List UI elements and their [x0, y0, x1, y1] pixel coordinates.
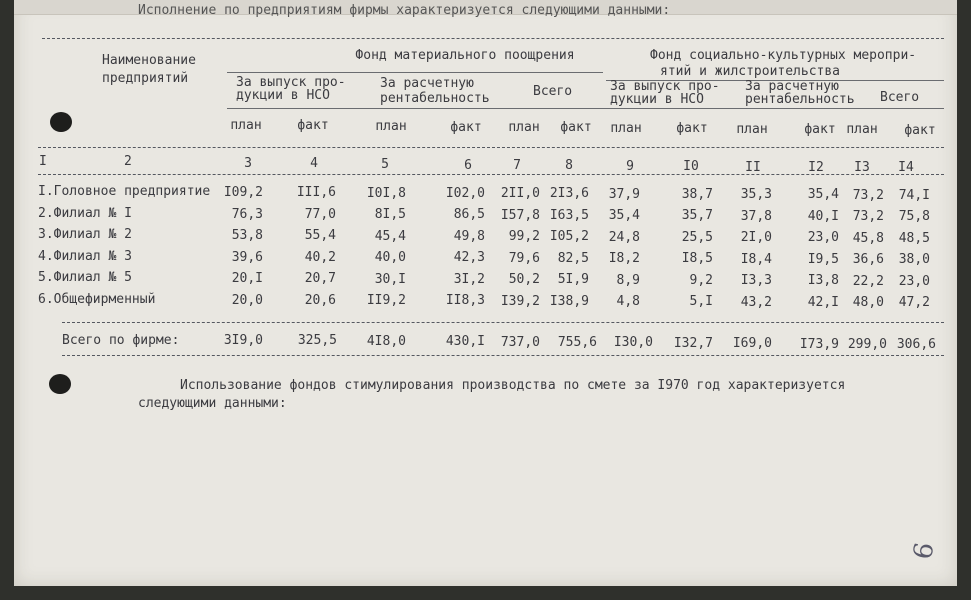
- punch-hole-bottom: [49, 374, 71, 394]
- label-plan-c7: план: [508, 120, 540, 135]
- table-cell: 22,2: [852, 273, 884, 289]
- total-cell: 430,I: [445, 334, 485, 350]
- colnum-bottom-rule: [38, 174, 944, 175]
- table-top-rule: [42, 38, 944, 39]
- col-num-8: 8: [565, 158, 573, 173]
- table-cell: 2I,0: [740, 230, 772, 245]
- col-num-3: 3: [244, 156, 252, 171]
- table-cell: 35,4: [807, 187, 839, 203]
- table-cell: I8,4: [740, 251, 772, 267]
- table-cell: 42,I: [807, 294, 839, 310]
- label-fact-c6: факт: [450, 120, 482, 135]
- table-cell: 5,I: [689, 294, 713, 310]
- total-cell: 325,5: [297, 333, 337, 349]
- table-cell: 35,3: [740, 187, 772, 202]
- col-num-14: I4: [898, 160, 914, 175]
- table-cell: 77,0: [304, 206, 336, 222]
- paragraph-line-2: следующими данными:: [138, 396, 287, 411]
- table-cell: 38,7: [681, 186, 713, 202]
- table-cell: I38,9: [549, 293, 589, 309]
- row-name: I.Головное предприятие: [38, 184, 211, 199]
- total-cell: I69,0: [732, 336, 772, 352]
- header-sub-output-1: За выпуск про- дукции в НСО: [236, 75, 346, 103]
- label-fact-c10: факт: [676, 121, 708, 136]
- table-cell: 30,I: [374, 271, 406, 287]
- total-bottom-rule: [62, 355, 944, 356]
- total-cell: 306,6: [896, 337, 936, 353]
- header-sub-total-2: Всего: [880, 90, 920, 105]
- table-cell: 55,4: [304, 228, 336, 244]
- row-name: 4.Филиал № 3: [38, 248, 132, 264]
- top-text: Исполнение по предприятиям фирмы характеризуется следующими данными:: [138, 3, 671, 18]
- col-num-7: 7: [513, 158, 521, 173]
- label-fact-c4: факт: [297, 118, 329, 133]
- table-cell: 40,I: [807, 208, 839, 224]
- table-cell: 73,2: [852, 187, 884, 203]
- table-cell: 47,2: [898, 295, 930, 311]
- table-cell: 75,8: [898, 209, 930, 225]
- table-cell: 20,7: [304, 271, 336, 287]
- label-fact-c12: факт: [804, 122, 836, 137]
- table-cell: 2I3,6: [549, 186, 589, 202]
- paragraph-line-1: Использование фондов стимулирования производства по смете за I970 год характеризуется: [180, 378, 846, 393]
- col-num-12: I2: [808, 160, 824, 175]
- col-num-6: 6: [464, 158, 472, 173]
- table-cell: 23,0: [807, 230, 839, 246]
- table-cell: 48,5: [898, 230, 930, 246]
- table-cell: I09,2: [223, 185, 263, 200]
- table-cell: 42,3: [453, 250, 485, 266]
- document-page: [14, 0, 957, 586]
- header-group-material: Фонд материального поощрения: [355, 48, 575, 63]
- table-cell: I0I,8: [366, 185, 406, 201]
- table-cell: 37,9: [608, 186, 640, 202]
- table-cell: 45,4: [374, 228, 406, 244]
- table-cell: 37,8: [740, 208, 772, 224]
- table-cell: 40,2: [304, 249, 336, 265]
- total-top-rule: [62, 322, 944, 323]
- table-cell: 53,8: [231, 228, 263, 243]
- table-cell: 36,6: [852, 252, 884, 267]
- table-cell: 82,5: [557, 250, 589, 266]
- header-sub-profit-1: За расчетную рентабельность: [380, 76, 490, 106]
- table-cell: 50,2: [508, 272, 540, 287]
- row-name: 6.Общефирменный: [38, 291, 156, 307]
- total-cell: 737,0: [500, 334, 540, 350]
- label-plan-c3: план: [230, 118, 262, 133]
- col-num-2: 2: [124, 154, 132, 169]
- table-cell: 79,6: [508, 250, 540, 266]
- header-sub-output-2: За выпуск про- дукции в НСО: [610, 79, 720, 107]
- table-cell: 23,0: [898, 273, 930, 289]
- total-label: Всего по фирме:: [62, 333, 180, 348]
- table-cell: 45,8: [852, 230, 884, 246]
- header-name-col: Наименование предприятий: [102, 53, 196, 86]
- table-cell: 48,0: [852, 295, 884, 310]
- table-cell: 20,6: [304, 292, 336, 308]
- table-cell: 73,2: [852, 209, 884, 224]
- total-cell: 755,6: [557, 335, 597, 350]
- header-sub-total-1: Всего: [533, 84, 573, 99]
- total-cell: I73,9: [799, 336, 839, 352]
- table-cell: I57,8: [500, 207, 540, 223]
- table-cell: 99,2: [508, 229, 540, 244]
- col-num-1: I: [39, 154, 47, 169]
- header-group-social-1: Фонд социально-культурных меропри-: [650, 48, 917, 63]
- table-cell: I8,5: [681, 251, 713, 267]
- table-cell: 35,4: [608, 208, 640, 223]
- label-plan-c9: план: [610, 121, 642, 136]
- label-fact-c8: факт: [560, 120, 592, 135]
- label-plan-c5: план: [375, 119, 407, 134]
- label-plan-c13: план: [846, 122, 878, 137]
- table-cell: 86,5: [453, 207, 485, 223]
- table-cell: 43,2: [740, 294, 772, 310]
- table-cell: I05,2: [549, 229, 589, 245]
- table-cell: III,6: [296, 185, 336, 201]
- table-cell: I39,2: [500, 293, 540, 309]
- table-cell: 5I,9: [557, 272, 589, 288]
- label-plan-c11: план: [736, 122, 768, 137]
- label-fact-c14: факт: [904, 123, 936, 138]
- punch-hole-top: [50, 112, 72, 132]
- col-num-11: II: [745, 160, 761, 175]
- table-cell: II8,3: [445, 293, 485, 309]
- total-cell: 299,0: [847, 337, 887, 352]
- col-num-9: 9: [626, 159, 634, 174]
- table-cell: 40,0: [374, 250, 406, 265]
- header-sub-rule: [227, 108, 944, 109]
- header-sub-profit-2: За расчетную рентабельность: [745, 79, 855, 107]
- row-name: 3.Филиал № 2: [38, 227, 132, 242]
- table-cell: 2II,0: [500, 186, 540, 201]
- table-cell: 20,0: [231, 292, 263, 308]
- table-cell: I3,8: [807, 273, 839, 289]
- table-cell: 74,I: [898, 187, 930, 203]
- total-cell: 4I8,0: [366, 333, 406, 349]
- total-cell: 3I9,0: [223, 333, 263, 348]
- table-cell: 39,6: [231, 249, 263, 265]
- table-cell: I9,5: [807, 251, 839, 267]
- header-group-social-2: ятий и жилстроительства: [660, 64, 841, 79]
- table-cell: I63,5: [549, 207, 589, 223]
- header-group-rule-1: [227, 72, 603, 73]
- table-cell: 24,8: [608, 229, 640, 245]
- table-cell: 38,0: [898, 252, 930, 268]
- table-cell: I8,2: [608, 251, 640, 266]
- table-cell: 20,I: [231, 271, 263, 286]
- table-cell: 8,9: [616, 272, 640, 288]
- table-cell: 3I,2: [453, 271, 485, 287]
- table-cell: 4,8: [616, 294, 640, 309]
- table-cell: 9,2: [689, 272, 713, 288]
- col-num-5: 5: [381, 157, 389, 172]
- col-num-10: I0: [683, 159, 699, 174]
- col-num-13: I3: [854, 160, 870, 175]
- table-cell: 25,5: [681, 229, 713, 245]
- table-cell: I02,0: [445, 185, 485, 201]
- col-num-4: 4: [310, 156, 318, 171]
- header-bottom-rule: [38, 147, 944, 148]
- table-cell: 49,8: [453, 228, 485, 244]
- table-cell: 8I,5: [374, 207, 406, 222]
- total-cell: I32,7: [673, 335, 713, 351]
- total-cell: I30,0: [613, 335, 653, 351]
- table-cell: II9,2: [366, 293, 406, 308]
- row-name: 2.Филиал № I: [38, 205, 132, 221]
- page-number: 6: [908, 540, 941, 562]
- table-cell: 76,3: [231, 206, 263, 222]
- row-name: 5.Филиал № 5: [38, 270, 132, 285]
- table-cell: 35,7: [681, 208, 713, 224]
- table-cell: I3,3: [740, 273, 772, 288]
